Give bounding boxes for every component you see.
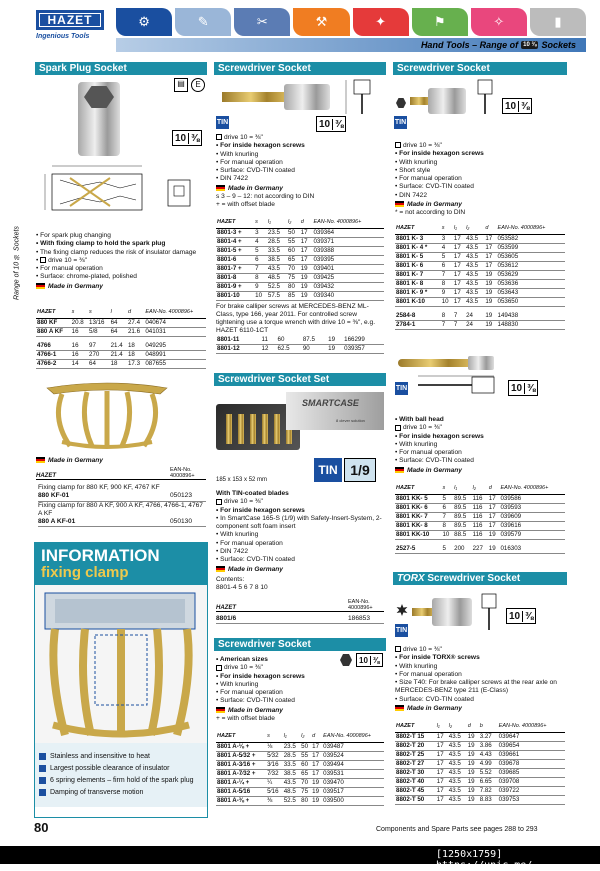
table-row: 8801 A-5⁄16 5⁄16 48.5 75 19 039517 xyxy=(216,787,384,796)
drive-size-box: 10 ⅜ xyxy=(502,98,532,114)
fixing-clamp-image xyxy=(42,380,172,450)
table-row: 8802-T 30 17 43.5 19 5.52 039685 xyxy=(395,768,565,777)
clamp-cutaway-image xyxy=(35,585,207,743)
short-bullets: drive 10 = ⅜" • For inside hexagon screws • With knurling • Short style • For manual operation • Surface: CVD-TIN coated • DIN 7422 Made in Germany * = not according to DIN xyxy=(395,142,567,217)
table-row: 2527-5 5 200 227 19 016303 xyxy=(395,545,565,554)
set-section xyxy=(214,373,386,386)
table-row: 8802-T 27 17 43.5 19 4.99 039678 xyxy=(395,759,565,768)
table-row: 8801 A-¼ + ¼ 43.5 70 19 039470 xyxy=(216,778,384,787)
set-bullets: With TIN-coated blades drive 10 = ⅜" • For inside hexagon screws • In SmartCase 165-S (1/9) with Safety-Insert-System, 2-component soft foam insert • With knurling • For manual operation • DIN 7422 • Surface: CVD-TIN coated Made in Germany Contents: 8801-4 5 6 7 8 10 xyxy=(216,490,386,592)
short-socket-image xyxy=(410,88,466,114)
hex-icon xyxy=(396,98,406,108)
table-row: 880 A KF 16 5/8 64 21.6 041031 xyxy=(36,327,206,336)
info-point: Damping of transverse motion xyxy=(39,787,203,799)
table-row: 8801 K- 4 * 4 17 43.5 17 053599 xyxy=(395,243,565,252)
inch-heading: Screwdriver Socket xyxy=(214,638,386,651)
footer-text: Components and Spare Parts see pages 288 to 293 xyxy=(376,826,538,833)
short-heading: Screwdriver Socket xyxy=(393,62,567,75)
inch-table: HAZET s l₁ l₂ d EAN-No. 4000896+ 8801 A-⅛ + ⅛ 23.5 50 17 039487 8801 A-5⁄32 + 5⁄32 28.5 55 17 039524 8801 A-3⁄16 + 3⁄16 33.5 60 17 039494 8801 A-7⁄32 + 7⁄32 38.5 65 17 039531 8801 A-¼ + ¼ 43.5 70 19 039470 8801 A-5⁄16 5⁄16 48.5 75 19 039517 8801 A-⅜ + ⅜ 52.5 80 19 039500 xyxy=(216,730,384,806)
table-row: 8802-T 15 17 43.5 19 3.27 039647 xyxy=(395,732,565,741)
ball-socket-image xyxy=(398,356,494,370)
socket-wrench-icon[interactable]: ⚙ xyxy=(116,8,172,36)
ball-table: HAZET s l₁ l₂ d EAN-No. 4000896+ 8801 KK- 5 5 89.5 116 17 039586 8801 KK- 6 6 89.5 116 17 039593 8801 KK- 7 7 89.5 116 17 039609 8801 KK- 8 8 89.5 116 17 039616 8801 KK-10 10 88.5 116 19 039579 2527-5 5 200 227 19 016303 xyxy=(395,482,565,554)
smartcase-image xyxy=(216,392,384,452)
table-row: 8801-8 8 48.5 75 19 039425 xyxy=(216,273,384,282)
inch-bullets: • American sizes drive 10 = ⅜" • For inside hexagon screws • With knurling • For manual operation • Surface: CVD-TIN coated Made in Germany + = with offset blade xyxy=(216,656,386,723)
pliers-icon[interactable]: ✂ xyxy=(234,8,290,36)
table-row: 8801 K- 8 8 17 43.5 19 053636 xyxy=(395,279,565,288)
table-row: 4766-2 14 64 18 17.3 087655 xyxy=(36,360,206,369)
set-table: HAZET EAN-No. 4000896+ 8801/6 186853 xyxy=(216,600,384,624)
case-sub: 8 clever solution xyxy=(336,418,365,423)
torx-dim-diagram xyxy=(474,590,504,634)
table-row: 8801 KK- 6 6 89.5 116 17 039593 xyxy=(395,503,565,512)
drive-badge: 10 ⅜ xyxy=(523,42,537,48)
table-row: 8801 K- 3 3 17 43.5 17 053582 xyxy=(395,234,565,243)
spark-socket-image xyxy=(40,82,160,156)
table-row: 8801 K- 6 6 17 43.5 17 053612 xyxy=(395,261,565,270)
table-row: 8801 K- 5 5 17 43.5 17 053605 xyxy=(395,252,565,261)
table-row: 8801/6 186853 xyxy=(216,615,384,624)
table-row: 8802-T 50 17 43.5 19 8.83 039753 xyxy=(395,795,565,804)
ruler-icon[interactable]: ▮ xyxy=(530,8,586,36)
screwdriver-icon[interactable]: ✎ xyxy=(175,8,231,36)
table-row: 4766 16 97 21.4 18 049295 xyxy=(36,342,206,351)
tagline: Ingenious Tools xyxy=(36,33,90,40)
spark-plug-section xyxy=(35,62,207,75)
table-row: 8801 A-⅜ + ⅜ 52.5 80 19 039500 xyxy=(216,796,384,805)
clamp-items: Fixing clamp for 880 KF, 900 KF, 4767 KF 880 KF-01 050123 Fixing clamp for 880 A KF, 900 A KF, 4766, 4766-1, 4767 A KF 880 A KF-01 050130 xyxy=(38,484,206,527)
set-count-badge: 1/9 xyxy=(344,458,376,482)
table-row: 8801 A-7⁄32 + 7⁄32 38.5 65 17 039531 xyxy=(216,769,384,778)
table-row: 8801 A-⅛ + ⅛ 23.5 50 17 039487 xyxy=(216,742,384,751)
spark-bullets: • For spark plug changing • With fixing clamp to hold the spark plug • The fixing clamp reduces the risk of insulator damage • drive 10 = ⅜" • For manual operation • Surface: chrome-plated, polished Made in Germany xyxy=(36,232,206,291)
table-row: 8802-T 20 17 43.5 19 3.86 039654 xyxy=(395,741,565,750)
info-point: Largest possible clearance of insulator xyxy=(39,763,203,775)
table-row: 8801-5 + 5 33.5 60 17 039388 xyxy=(216,246,384,255)
document-icon: ▤ xyxy=(174,78,188,92)
side-label: Range of 10 ⅜ Sockets xyxy=(13,226,21,300)
info-points xyxy=(35,743,207,807)
short-table: HAZET s l₁ l₂ d EAN-No. 4000896+ 8801 K- 3 3 17 43.5 17 053582 8801 K- 4 * 4 17 43.5 17 053599 8801 K- 5 5 17 43.5 17 053605 8801 K- 6 6 17 43.5 17 053612 8801 K- 7 7 17 43.5 19 053629 8801 K- 8 8 17 43.5 19 053636 8801 K- 9 * 9 17 43.5 19 053643 8801 K-10 10 17 43.5 19 053650 2584-8 8 7 24 19 149438 2784-1 7 7 24 19 148830 xyxy=(395,222,565,330)
page-number: 80 xyxy=(34,820,49,835)
tin-badge: TIN xyxy=(314,458,342,482)
e-mark-icon: E xyxy=(191,78,205,92)
drive-size-box: 10 ⅜ xyxy=(356,653,383,667)
screwdriver-socket-image xyxy=(222,82,332,112)
tools-icon[interactable]: ✦ xyxy=(353,8,409,36)
spark-heading: Spark Plug Socket xyxy=(35,62,207,75)
tin-badge: TIN xyxy=(395,624,408,637)
clamp-made: Made in Germany xyxy=(36,456,103,465)
table-row: 8801-3 + 3 23.5 50 17 039364 xyxy=(216,228,384,237)
tin-badge: TIN xyxy=(394,116,407,129)
set-heading: Screwdriver Socket Set xyxy=(214,373,386,386)
inch-section xyxy=(214,638,386,651)
torx-socket-image xyxy=(412,598,472,626)
torque-wrench-icon[interactable]: ⚒ xyxy=(293,8,349,36)
torx-star-icon xyxy=(396,604,408,616)
screwdriver-dim-diagram xyxy=(340,76,384,116)
benz-note: For brake calliper screws at MERCEDES-BENZ ML-Class, type 166, year 2011. For controlled screw tightening use a torque wrench with drive 10 = ⅜", e.g. HAZET 6110-1CT xyxy=(216,302,376,335)
screwdriver-section xyxy=(214,62,386,75)
german-flag-icon xyxy=(36,283,45,289)
torx-section xyxy=(393,572,567,585)
table-row: 8801-7 + 7 43.5 70 19 039401 xyxy=(216,264,384,273)
table-row: 8801-4 + 4 28.5 55 17 039371 xyxy=(216,237,384,246)
table-row: 8802-T 25 17 43.5 19 4.43 039661 xyxy=(395,750,565,759)
drive-size-box: 10 ⅜ xyxy=(172,130,202,146)
table-row: 8801 KK-10 10 88.5 116 19 039579 xyxy=(395,530,565,539)
bit-icon[interactable]: ✧ xyxy=(471,8,527,36)
table-row: 8801 K-10 10 17 43.5 19 053650 xyxy=(395,297,565,306)
torx-bullets: drive 10 = ⅜" • For inside TORX® screws • With knurling • For manual operation • Size T40: For brake calliper screws at the rear axle on MERCEDES-BENZ type 211 (E-Class) • Surface: CVD-TIN coated Made in Germany xyxy=(395,646,567,713)
section-title-bar xyxy=(116,38,586,52)
drive-size-box: 10 ⅜ xyxy=(316,116,346,132)
screwdriver-heading: Screwdriver Socket xyxy=(214,62,386,75)
set-dims: 185 x 153 x 52 mm xyxy=(216,477,268,483)
category-tabs[interactable] xyxy=(116,8,586,36)
section-title-suffix: Sockets xyxy=(541,40,576,50)
hammer-icon[interactable]: ⚑ xyxy=(412,8,468,36)
table-row: 8801 A-3⁄16 + 3⁄16 33.5 60 17 039494 xyxy=(216,760,384,769)
table-row: 8801-12 12 62.5 90 19 039357 xyxy=(216,344,384,353)
short-dim-diagram xyxy=(470,76,500,118)
drive-size-box: 10 ⅜ xyxy=(508,380,538,396)
info-title: INFORMATION xyxy=(41,546,160,565)
short-section xyxy=(393,62,567,75)
info-point: Stainless and insensitive to heat xyxy=(39,751,203,763)
table-row: 8801-10 10 57.5 85 19 039340 xyxy=(216,291,384,300)
tin-badge: TIN xyxy=(216,116,229,129)
table-row: 8801 K- 7 7 17 43.5 19 053629 xyxy=(395,270,565,279)
ball-dim-diagram xyxy=(414,372,498,398)
spark-table: HAZET s s l d EAN-No. 4000896+ 880 KF 20.8 13/16 64 27.4 040674 880 A KF 16 5/8 64 21.6 041031 4766 16 97 21.4 18 049295 4766-1 16 270 21.4 18 048991 4766-2 14 64 18 17.3 087655 xyxy=(36,306,206,369)
table-row: 8801 KK- 5 5 89.5 116 17 039586 xyxy=(395,494,565,503)
case-label: SMARTCASE xyxy=(302,398,359,408)
hazet-logo: HAZET xyxy=(36,10,104,30)
table-row: 8802-T 40 17 43.5 19 6.65 039708 xyxy=(395,777,565,786)
table-row: 2784-1 7 7 24 19 148830 xyxy=(395,321,565,330)
tin-badge: TIN xyxy=(395,382,408,395)
screwdriver-table: HAZET s l₁ l₂ d EAN-No. 4000896+ 8801-3 + 3 23.5 50 17 039364 8801-4 + 4 28.5 55 17 039371 8801-5 + 5 33.5 60 17 039388 8801-6 6 38.5 65 17 039395 8801-7 + 7 43.5 70 19 039401 8801-8 8 48.5 75 19 039425 8801-9 + 9 52.5 80 19 039432 8801-10 10 57.5 85 19 039340 For brake calliper screws at MERCEDES-BENZ ML-Class, type 166, year 2011. For controlled screw tightening use a torque wrench with drive 10 = ⅜", e.g. HAZET 6110-1CT 8801-11 11 60 87.5 19 166299 8801-12 12 62.5 90 19 039357 xyxy=(216,216,384,354)
table-row: 8801-6 6 38.5 65 17 039395 xyxy=(216,255,384,264)
torx-heading: TORX Screwdriver Socket xyxy=(393,572,567,585)
ball-bullets: • With ball head drive 10 = ⅜" • For inside hexagon screws • With knurling • For manual operation • Surface: CVD-TIN coated Made in Germany xyxy=(395,416,567,475)
torx-table: HAZET l₁ l₂ d b EAN-No. 4000896+ 8802-T 15 17 43.5 19 3.27 039647 8802-T 20 17 43.5 19 3.86 039654 8802-T 25 17 43.5 19 4.43 039661 8802-T 27 17 43.5 19 4.99 039678 8802-T 30 17 43.5 19 5.52 039685 8802-T 40 17 43.5 19 6.65 039708 8802-T 45 17 43.5 19 7.82 039722 8802-T 50 17 43.5 19 8.83 039753 xyxy=(395,720,565,805)
table-row: 8801 K- 9 * 9 17 43.5 19 053643 xyxy=(395,288,565,297)
table-row: 4766-1 16 270 21.4 18 048991 xyxy=(36,351,206,360)
info-point: 6 spring elements – firm hold of the spark plug xyxy=(39,775,203,787)
table-row: 8801-11 11 60 87.5 19 166299 xyxy=(216,336,384,345)
section-title-prefix: Hand Tools – Range of xyxy=(420,40,519,50)
table-row: 2584-8 8 7 24 19 149438 xyxy=(395,312,565,321)
drive-size-box: 10 ⅜ xyxy=(506,608,536,624)
table-row: 880 KF 20.8 13/16 64 27.4 040674 xyxy=(36,318,206,327)
table-row: 8801 A-5⁄32 + 5⁄32 28.5 55 17 039524 xyxy=(216,751,384,760)
spark-socket-diagram xyxy=(40,160,200,230)
table-row: 8801-9 + 9 52.5 80 19 039432 xyxy=(216,282,384,291)
table-row: 8801 KK- 7 7 89.5 116 17 039609 xyxy=(395,512,565,521)
clamp-table-head: HAZET EAN-No. 4000896+ xyxy=(36,466,206,480)
table-row: 8801 KK- 8 8 89.5 116 17 039616 xyxy=(395,521,565,530)
table-row: 8802-T 45 17 43.5 19 7.82 039722 xyxy=(395,786,565,795)
screwdriver-bullets: drive 10 = ⅜" • For inside hexagon screws • With knurling • For manual operation • Surface: CVD-TIN coated • DIN 7422 Made in Germany s 3 – 9 – 12: not according to DIN + = with offset blade xyxy=(216,134,386,209)
info-subtitle: fixing clamp xyxy=(41,564,129,581)
info-panel xyxy=(34,542,208,818)
watermark-text: [1250x1759] https://upic.me/ xyxy=(436,849,533,871)
